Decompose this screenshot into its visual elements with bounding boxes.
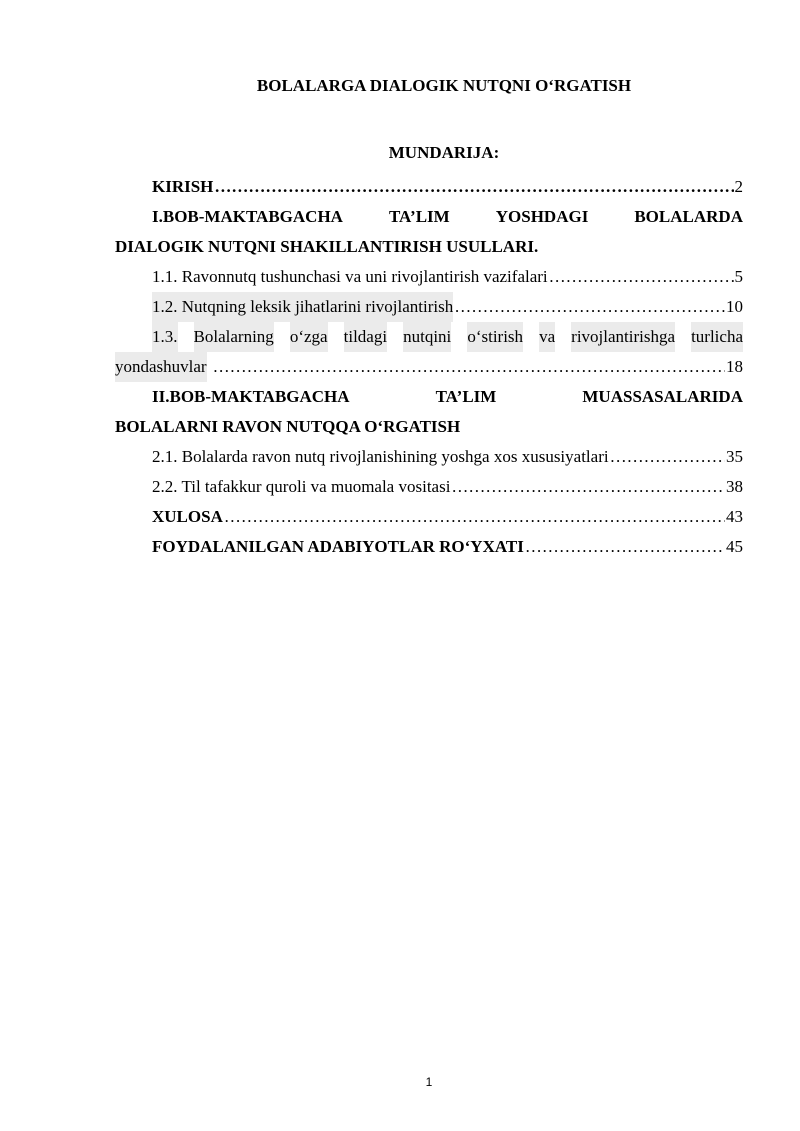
toc-leader-dots	[549, 262, 734, 292]
toc-leader-dots	[610, 442, 725, 472]
toc-word: va	[539, 322, 555, 352]
toc-entry-label: 1.1. Ravonnutq tushunchasi va uni rivojlantirish vazifalari	[152, 267, 548, 286]
document-title: BOLALARGA DIALOGIK NUTQNI O‘RGATISH	[256, 76, 632, 95]
toc-word: turlicha	[691, 322, 743, 352]
toc-entry-1-3-line-1[interactable]	[115, 322, 743, 352]
toc-chapter-2-line-1[interactable]	[115, 382, 743, 412]
page-number: 1	[425, 1075, 433, 1089]
toc-entry-xulosa[interactable]	[115, 502, 743, 532]
toc-word: BOLALARDA	[634, 207, 743, 226]
toc-word: rivojlantirishga	[571, 322, 675, 352]
toc-entry-label: 2.1. Bolalarda ravon nutq rivojlanishining yoshga xos xususiyatlari	[152, 447, 609, 466]
toc-page-number: 43	[726, 507, 743, 526]
toc-page-number: 45	[726, 537, 743, 556]
toc-entry-label: 1.2. Nutqning leksik jihatlarini rivojlantirish	[152, 292, 453, 322]
toc-leader-dots	[224, 502, 725, 532]
toc-entry-label: yondashuvlar	[115, 352, 207, 382]
toc-word: o‘stirish	[467, 322, 523, 352]
toc-entry-label: 2.2. Til tafakkur quroli va muomala vositasi	[152, 477, 451, 496]
toc-chapter-2-line-2[interactable]: BOLALARNI RAVON NUTQQA O‘RGATISH	[115, 417, 461, 436]
toc-entry-adabiyotlar[interactable]	[115, 532, 743, 562]
toc-word: Bolalarning	[194, 322, 274, 352]
toc-page-number: 18	[726, 357, 743, 376]
toc-page-number: 38	[726, 477, 743, 496]
toc-entry-label: FOYDALANILGAN ADABIYOTLAR RO‘YXATI	[152, 537, 524, 556]
toc-word: I.BOB-MAKTABGACHA	[152, 207, 343, 226]
toc-entry-1-3-line-2[interactable]	[115, 352, 743, 382]
toc-entry-kirish[interactable]	[115, 172, 743, 202]
toc-leader-dots	[525, 532, 725, 562]
toc-entry-label: XULOSA	[152, 507, 223, 526]
toc-heading: MUNDARIJA:	[388, 143, 500, 162]
toc-page-number: 2	[734, 177, 743, 196]
toc-entry-2-1[interactable]	[115, 442, 743, 472]
toc-leader-dots	[214, 172, 733, 202]
toc-word: YOSHDAGI	[495, 207, 589, 226]
toc-leader-dots	[213, 352, 725, 382]
toc-word: o‘zga	[290, 322, 328, 352]
toc-word: nutqini	[403, 322, 451, 352]
toc-page-number: 35	[726, 447, 743, 466]
toc-word: TA’LIM	[388, 207, 450, 226]
toc-entry-1-2[interactable]	[115, 292, 743, 322]
toc-page-number: 10	[726, 297, 743, 316]
toc-word: TA’LIM	[435, 387, 497, 406]
toc-entry-2-2[interactable]	[115, 472, 743, 502]
toc-leader-dots	[454, 292, 725, 322]
toc-chapter-1-line-1[interactable]	[115, 202, 743, 232]
toc-word: 1.3.	[152, 322, 178, 352]
toc-page-number: 5	[734, 267, 743, 286]
toc-word: tildagi	[344, 322, 387, 352]
toc-leader-dots	[451, 472, 725, 502]
toc-word: II.BOB-MAKTABGACHA	[152, 387, 350, 406]
table-of-contents	[115, 172, 743, 562]
toc-entry-1-1[interactable]	[115, 262, 743, 292]
toc-word: MUASSASALARIDA	[582, 387, 743, 406]
toc-chapter-1-line-2[interactable]: DIALOGIK NUTQNI SHAKILLANTIRISH USULLARI.	[115, 237, 539, 256]
toc-entry-label: KIRISH	[152, 177, 214, 196]
